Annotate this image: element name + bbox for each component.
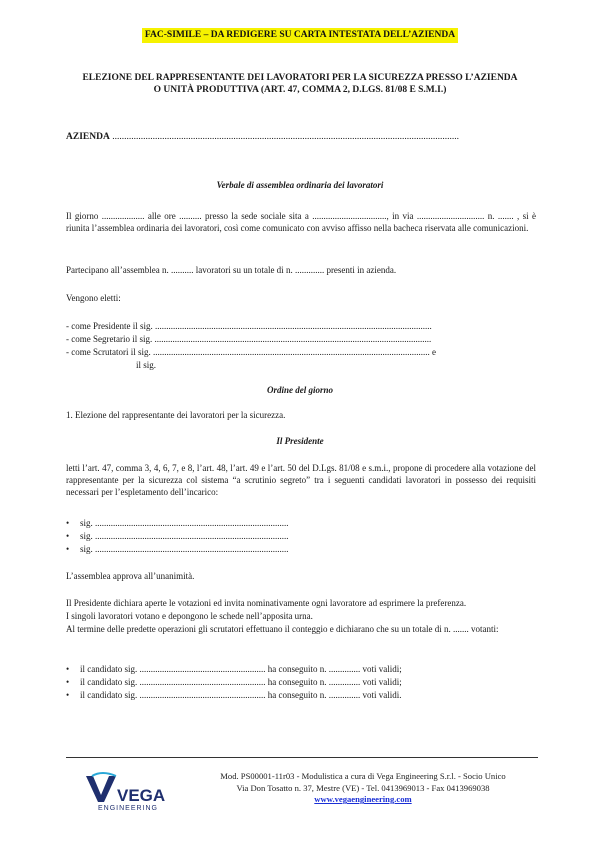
candidate-text: sig. ...................................................................................... xyxy=(80,518,289,528)
bullet: • xyxy=(66,518,70,528)
bullet: • xyxy=(66,531,70,541)
bullet: • xyxy=(66,677,70,687)
facsimile-banner: FAC-SIMILE – DA REDIGERE SU CARTA INTESTATA DELL’AZIENDA xyxy=(142,28,458,43)
document-title xyxy=(60,72,540,97)
verbale-heading: Verbale di assemblea ordinaria dei lavoratori xyxy=(216,180,384,190)
bullet: • xyxy=(66,664,70,674)
banner-row xyxy=(0,28,600,43)
footer-text xyxy=(178,771,548,806)
vega-engineering-logo xyxy=(82,768,166,812)
ordine-item: 1. Elezione del rappresentante dei lavoratori per la sicurezza. xyxy=(66,410,286,420)
title-line-2: O UNITÀ PRODUTTIVA (ART. 47, COMMA 2, D.LGS. 81/08 E S.M.I.) xyxy=(153,85,447,96)
vengono-eletti: Vengono eletti: xyxy=(66,293,121,303)
logo-swoosh xyxy=(92,773,116,776)
title-line-1: ELEZIONE DEL RAPPRESENTANTE DEI LAVORATORI PER LA SICUREZZA PRESSO L’AZIENDA xyxy=(82,73,518,83)
result-item xyxy=(66,677,402,689)
elected-presidente: - come Presidente il sig. ........................................................................................................................... xyxy=(66,321,432,331)
azienda-field xyxy=(66,131,536,144)
footer-line-2: Via Don Tosatto n. 37, Mestre (VE) - Tel. 0413969013 - Fax 0413969038 xyxy=(236,782,490,793)
footer-line-1: Mod. PS00001-11r03 - Modulistica a cura di Vega Engineering S.r.l. - Socio Unico xyxy=(220,771,506,781)
bullet: • xyxy=(66,544,70,554)
candidate-item xyxy=(66,531,289,543)
votazioni-line-2: I singoli lavoratori votano e depongono le schede nell’apposita urna. xyxy=(66,611,313,621)
logo-brand-text: VEGA xyxy=(117,786,166,805)
votazioni-line-1: Il Presidente dichiara aperte le votazioni ed invita nominativamente ogni lavoratore ad esprimere la preferenza. xyxy=(66,598,467,608)
logo-tagline: ENGINEERING xyxy=(98,805,159,812)
intro-paragraph: Il giorno ................... alle ore .......... presso la sede sociale sita a ................................., in via .............................. n. ....... , si è riunita l’assemblea ordinaria dei lavoratori, così come comunicato con avviso affisso nella bacheca riservata alle comunicazioni. xyxy=(66,211,536,233)
elected-scrutatori: - come Scrutatori il sig. ........................................................................................................................... e xyxy=(66,347,436,357)
result-text: il candidato sig. ........................................................ ha conseguito n. .............. voti validi. xyxy=(80,690,402,700)
approva-line: L’assemblea approva all’unanimità. xyxy=(66,571,195,581)
logo-v-mark xyxy=(86,776,116,802)
partecipano-line: Partecipano all’assemblea n. .......... lavoratori su un totale di n. ............. presenti in azienda. xyxy=(66,265,397,275)
candidate-text: sig. ...................................................................................... xyxy=(80,544,289,554)
elected-second-scrutatore: il sig. xyxy=(136,360,157,370)
result-text: il candidato sig. ........................................................ ha conseguito n. .............. voti validi; xyxy=(80,664,402,674)
footer-website-link[interactable]: www.vegaengineering.com xyxy=(314,794,412,805)
footer-divider xyxy=(66,757,538,758)
elected-segretario: - come Segretario il sig. ........................................................................................................................... xyxy=(66,334,432,344)
azienda-label: AZIENDA xyxy=(66,132,110,142)
candidate-item xyxy=(66,544,289,556)
ordine-heading: Ordine del giorno xyxy=(266,385,333,395)
presidente-paragraph: letti l’art. 47, comma 3, 4, 6, 7, e 8, l’art. 48, l’art. 49 e l’art. 50 del D.Lgs. 81/08 e s.m.i., propone di procedere alla votazione del rappresentante per la sicurezza col sistema “a scrutinio segreto” tra i seguenti candidati lavoratori in possesso dei requisiti necessari per l’espletamento dell’incarico: xyxy=(66,463,536,497)
candidate-text: sig. ...................................................................................... xyxy=(80,531,289,541)
azienda-dots: .................................................................................................................................................. xyxy=(112,132,459,142)
termine-paragraph: Al termine delle predette operazioni gli scrutatori effettuano il conteggio e dichiarano che su un totale di n. ....... votanti: xyxy=(66,624,499,634)
result-item xyxy=(66,664,402,676)
result-item xyxy=(66,690,401,702)
bullet: • xyxy=(66,690,70,700)
candidate-item xyxy=(66,518,289,530)
presidente-heading: Il Presidente xyxy=(276,436,324,446)
result-text: il candidato sig. ........................................................ ha conseguito n. .............. voti validi; xyxy=(80,677,402,687)
